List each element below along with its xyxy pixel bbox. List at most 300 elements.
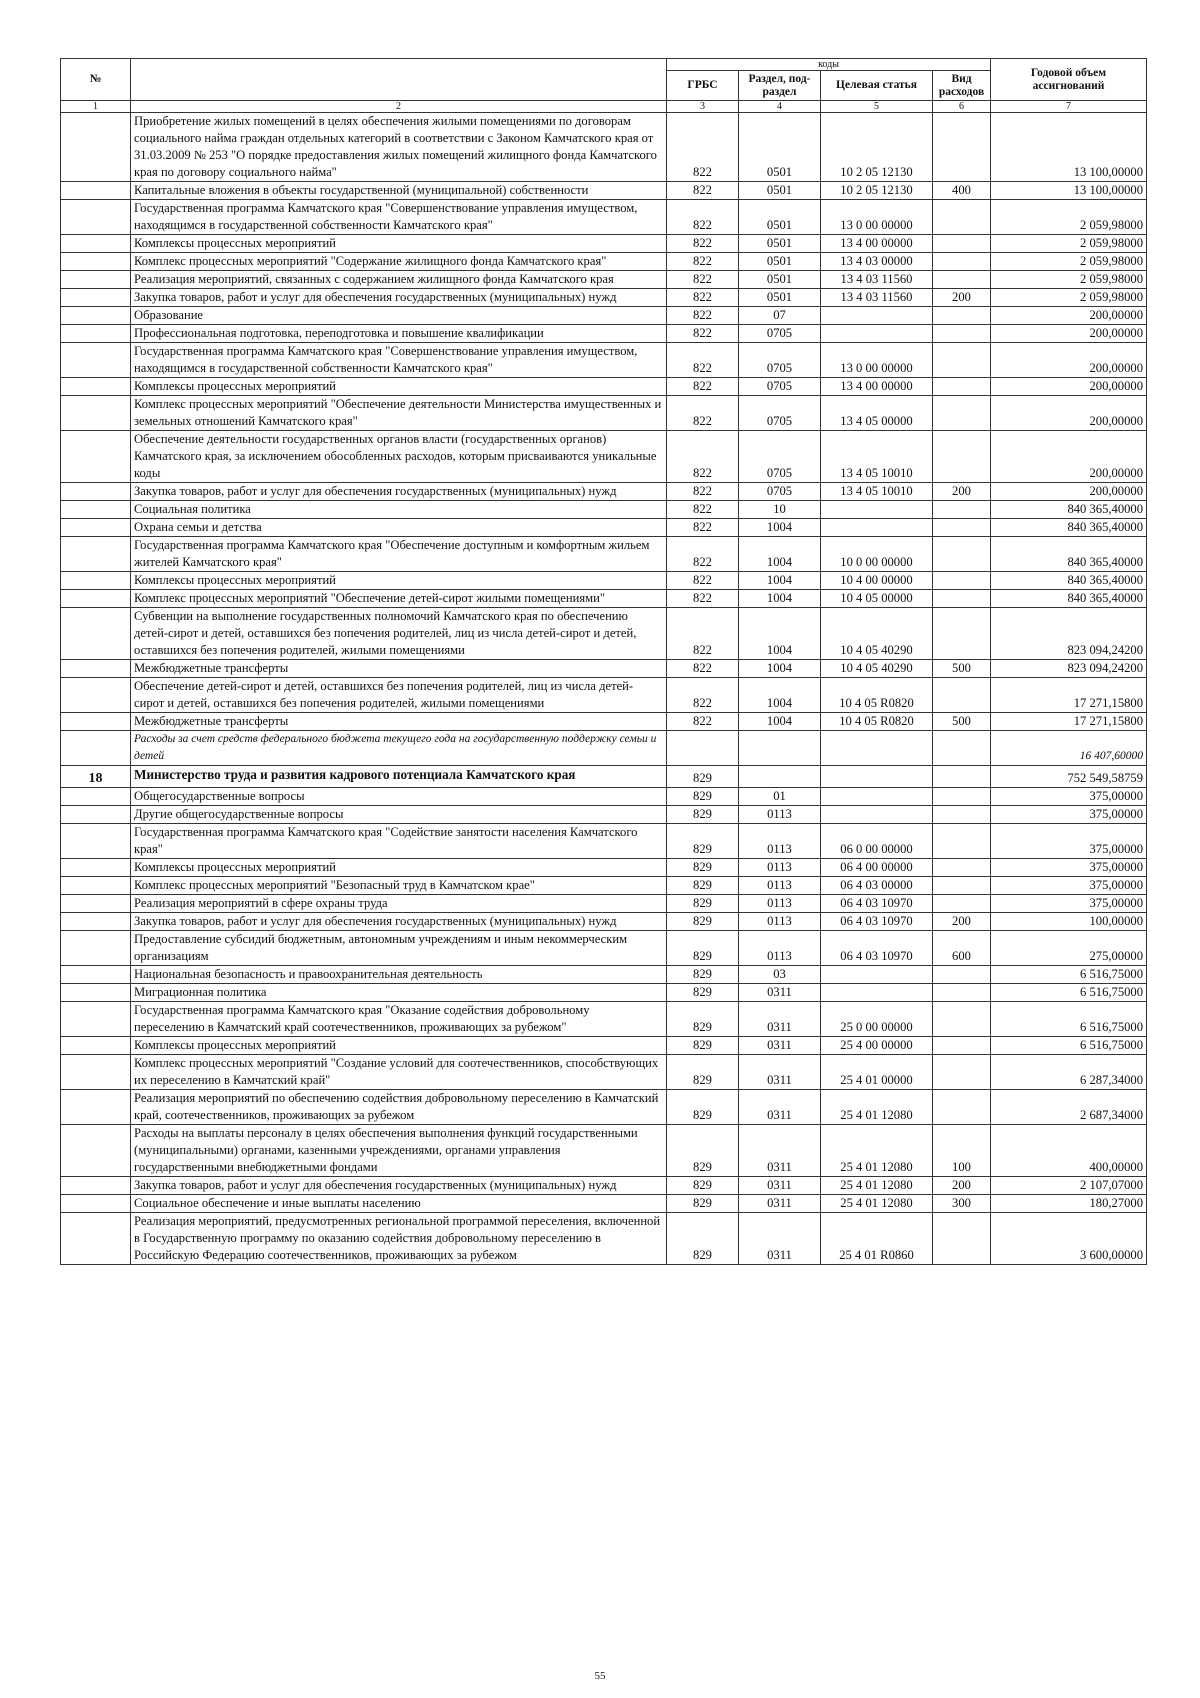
- row-name: Комплекс процессных мероприятий "Содержание жилищного фонда Камчатского края": [131, 253, 667, 271]
- row-number: [61, 519, 131, 537]
- row-razdel: 03: [739, 966, 821, 984]
- row-name: Охрана семьи и детства: [131, 519, 667, 537]
- row-name: Миграционная политика: [131, 984, 667, 1002]
- row-number: [61, 788, 131, 806]
- row-grbs: 822: [667, 501, 739, 519]
- row-target-article: 13 4 03 00000: [821, 253, 933, 271]
- table-row: [61, 519, 1147, 537]
- row-target-article: 13 4 05 00000: [821, 396, 933, 431]
- row-name: Комплексы процессных мероприятий: [131, 235, 667, 253]
- header-row-top: [61, 59, 1147, 71]
- row-grbs: 829: [667, 1125, 739, 1177]
- row-name: Комплексы процессных мероприятий: [131, 378, 667, 396]
- row-razdel: 0705: [739, 343, 821, 378]
- row-razdel: 0501: [739, 200, 821, 235]
- row-amount: 840 365,40000: [991, 501, 1147, 519]
- row-target-article: 10 4 05 40290: [821, 608, 933, 660]
- row-name: Приобретение жилых помещений в целях обеспечения жилыми помещениями по договорам социального найма граждан отдельных категорий в соответствии с Законом Камчатского края от 31.03.2009 № 253 "О порядке предоставления жилых помещений жилищного фонда Камчатского края по договору социального найма": [131, 113, 667, 182]
- table-row: [61, 1055, 1147, 1090]
- row-target-article: 25 4 01 R0860: [821, 1213, 933, 1265]
- row-expense-type: [933, 307, 991, 325]
- row-amount: 823 094,24200: [991, 608, 1147, 660]
- row-grbs: 822: [667, 431, 739, 483]
- table-row: [61, 572, 1147, 590]
- row-amount: 2 059,98000: [991, 253, 1147, 271]
- row-expense-type: [933, 859, 991, 877]
- table-row: [61, 788, 1147, 806]
- table-row: [61, 483, 1147, 501]
- row-target-article: 10 4 00 00000: [821, 572, 933, 590]
- index-cell: 3: [667, 101, 739, 113]
- row-expense-type: [933, 572, 991, 590]
- row-target-article: [821, 501, 933, 519]
- table-row: [61, 1002, 1147, 1037]
- row-name: Обеспечение деятельности государственных органов власти (государственных органов) Камчатского края, за исключением обособленных расходов, которым присваиваются уникальные коды: [131, 431, 667, 483]
- row-number: [61, 572, 131, 590]
- row-name: Комплекс процессных мероприятий "Создание условий для соотечественников, способствующих их переселению в Камчатский край": [131, 1055, 667, 1090]
- row-target-article: [821, 788, 933, 806]
- table-row: [61, 235, 1147, 253]
- row-amount: 840 365,40000: [991, 537, 1147, 572]
- row-expense-type: [933, 806, 991, 824]
- row-number: [61, 431, 131, 483]
- row-name: Социальное обеспечение и иные выплаты населению: [131, 1195, 667, 1213]
- row-grbs: 829: [667, 895, 739, 913]
- row-number: [61, 877, 131, 895]
- row-razdel: 0311: [739, 1125, 821, 1177]
- row-razdel: 0705: [739, 396, 821, 431]
- row-razdel: 0311: [739, 984, 821, 1002]
- table-row: [61, 1177, 1147, 1195]
- row-target-article: 06 4 00 00000: [821, 859, 933, 877]
- row-expense-type: [933, 788, 991, 806]
- row-amount: 823 094,24200: [991, 660, 1147, 678]
- row-expense-type: 300: [933, 1195, 991, 1213]
- row-amount: 200,00000: [991, 378, 1147, 396]
- row-grbs: 822: [667, 343, 739, 378]
- table-row: [61, 1125, 1147, 1177]
- row-amount: 13 100,00000: [991, 113, 1147, 182]
- table-row: [61, 271, 1147, 289]
- row-grbs: 829: [667, 984, 739, 1002]
- row-grbs: 822: [667, 307, 739, 325]
- row-razdel: 0705: [739, 431, 821, 483]
- row-amount: 2 059,98000: [991, 200, 1147, 235]
- row-amount: 400,00000: [991, 1125, 1147, 1177]
- row-razdel: 0501: [739, 182, 821, 200]
- header-no: №: [61, 59, 131, 101]
- row-name: Закупка товаров, работ и услуг для обеспечения государственных (муниципальных) нужд: [131, 483, 667, 501]
- row-expense-type: [933, 1213, 991, 1265]
- row-number: [61, 1125, 131, 1177]
- row-number: [61, 182, 131, 200]
- row-name: Закупка товаров, работ и услуг для обеспечения государственных (муниципальных) нужд: [131, 913, 667, 931]
- row-number: [61, 895, 131, 913]
- row-number: [61, 378, 131, 396]
- table-row: [61, 913, 1147, 931]
- row-amount: 2 687,34000: [991, 1090, 1147, 1125]
- row-expense-type: [933, 396, 991, 431]
- row-name: Реализация мероприятий по обеспечению содействия добровольному переселению в Камчатский край, соотечественников, проживающих за рубежом: [131, 1090, 667, 1125]
- row-razdel: 0311: [739, 1055, 821, 1090]
- row-amount: 6 516,75000: [991, 1037, 1147, 1055]
- row-razdel: 0113: [739, 806, 821, 824]
- table-row: [61, 113, 1147, 182]
- table-row: [61, 200, 1147, 235]
- row-razdel: 1004: [739, 713, 821, 731]
- row-target-article: 10 4 05 R0820: [821, 678, 933, 713]
- row-target-article: 06 4 03 00000: [821, 877, 933, 895]
- table-row: [61, 501, 1147, 519]
- row-grbs: 829: [667, 824, 739, 859]
- row-grbs: 822: [667, 325, 739, 343]
- row-number: [61, 1213, 131, 1265]
- row-razdel: 01: [739, 788, 821, 806]
- row-amount: 200,00000: [991, 325, 1147, 343]
- row-grbs: 822: [667, 519, 739, 537]
- row-grbs: 829: [667, 1055, 739, 1090]
- row-target-article: 13 4 00 00000: [821, 235, 933, 253]
- row-target-article: 10 4 05 00000: [821, 590, 933, 608]
- row-target-article: [821, 731, 933, 766]
- row-target-article: 10 0 00 00000: [821, 537, 933, 572]
- row-target-article: 25 4 01 00000: [821, 1055, 933, 1090]
- row-amount: 2 107,07000: [991, 1177, 1147, 1195]
- row-number: [61, 966, 131, 984]
- row-razdel: [739, 766, 821, 788]
- row-razdel: 0311: [739, 1195, 821, 1213]
- row-amount: 375,00000: [991, 859, 1147, 877]
- row-name: Комплексы процессных мероприятий: [131, 859, 667, 877]
- row-razdel: 0311: [739, 1037, 821, 1055]
- row-target-article: 13 4 03 11560: [821, 289, 933, 307]
- row-razdel: 0311: [739, 1213, 821, 1265]
- row-target-article: [821, 325, 933, 343]
- row-expense-type: [933, 343, 991, 378]
- row-name: Образование: [131, 307, 667, 325]
- row-razdel: 10: [739, 501, 821, 519]
- row-number: [61, 343, 131, 378]
- row-expense-type: 200: [933, 289, 991, 307]
- row-grbs: [667, 731, 739, 766]
- row-name: Межбюджетные трансферты: [131, 660, 667, 678]
- row-grbs: 822: [667, 678, 739, 713]
- table-row: [61, 325, 1147, 343]
- row-expense-type: [933, 966, 991, 984]
- index-cell: 4: [739, 101, 821, 113]
- row-expense-type: 200: [933, 1177, 991, 1195]
- row-razdel: 0705: [739, 378, 821, 396]
- row-name: Национальная безопасность и правоохранительная деятельность: [131, 966, 667, 984]
- row-razdel: 1004: [739, 608, 821, 660]
- row-number: [61, 113, 131, 182]
- row-grbs: 829: [667, 1002, 739, 1037]
- row-expense-type: [933, 678, 991, 713]
- row-razdel: 0501: [739, 113, 821, 182]
- table-row: [61, 766, 1147, 788]
- row-number: [61, 660, 131, 678]
- row-target-article: 13 4 05 10010: [821, 483, 933, 501]
- row-grbs: 822: [667, 289, 739, 307]
- row-target-article: 13 4 03 11560: [821, 271, 933, 289]
- row-grbs: 822: [667, 713, 739, 731]
- row-razdel: 0311: [739, 1177, 821, 1195]
- row-amount: 6 516,75000: [991, 984, 1147, 1002]
- header-target: Целевая статья: [821, 71, 933, 101]
- row-amount: 180,27000: [991, 1195, 1147, 1213]
- row-razdel: 0311: [739, 1002, 821, 1037]
- row-razdel: 0113: [739, 913, 821, 931]
- table-row: [61, 431, 1147, 483]
- table-row: [61, 895, 1147, 913]
- row-number: [61, 1177, 131, 1195]
- row-grbs: 829: [667, 913, 739, 931]
- row-amount: 375,00000: [991, 824, 1147, 859]
- table-row: [61, 396, 1147, 431]
- row-expense-type: [933, 235, 991, 253]
- header-codes: коды: [667, 59, 991, 71]
- table-body: [61, 113, 1147, 1265]
- row-name: Закупка товаров, работ и услуг для обеспечения государственных (муниципальных) нужд: [131, 1177, 667, 1195]
- row-number: [61, 396, 131, 431]
- row-target-article: 10 4 05 R0820: [821, 713, 933, 731]
- row-number: [61, 859, 131, 877]
- table-row: [61, 343, 1147, 378]
- row-expense-type: 400: [933, 182, 991, 200]
- row-razdel: 0311: [739, 1090, 821, 1125]
- row-amount: 200,00000: [991, 343, 1147, 378]
- row-expense-type: [933, 824, 991, 859]
- row-razdel: 1004: [739, 678, 821, 713]
- row-amount: 840 365,40000: [991, 572, 1147, 590]
- row-amount: 13 100,00000: [991, 182, 1147, 200]
- row-grbs: 822: [667, 660, 739, 678]
- table-row: [61, 678, 1147, 713]
- row-grbs: 822: [667, 483, 739, 501]
- row-expense-type: [933, 537, 991, 572]
- budget-table-sheet: [60, 58, 1146, 1265]
- row-number: 18: [61, 766, 131, 788]
- row-razdel: 07: [739, 307, 821, 325]
- row-name: Социальная политика: [131, 501, 667, 519]
- header-index-row: [61, 101, 1147, 113]
- row-number: [61, 984, 131, 1002]
- index-cell: 5: [821, 101, 933, 113]
- row-amount: 3 600,00000: [991, 1213, 1147, 1265]
- row-name: Комплексы процессных мероприятий: [131, 1037, 667, 1055]
- row-name: Государственная программа Камчатского края "Содействие занятости населения Камчатского края": [131, 824, 667, 859]
- row-expense-type: 500: [933, 660, 991, 678]
- row-grbs: 829: [667, 1177, 739, 1195]
- row-expense-type: 100: [933, 1125, 991, 1177]
- row-expense-type: [933, 590, 991, 608]
- table-row: [61, 824, 1147, 859]
- row-target-article: [821, 307, 933, 325]
- row-expense-type: [933, 271, 991, 289]
- table-row: [61, 590, 1147, 608]
- table-row: [61, 984, 1147, 1002]
- row-razdel: 1004: [739, 660, 821, 678]
- row-grbs: 822: [667, 378, 739, 396]
- row-name: Комплекс процессных мероприятий "Обеспечение деятельности Министерства имущественных и земельных отношений Камчатского края": [131, 396, 667, 431]
- row-name: Комплексы процессных мероприятий: [131, 572, 667, 590]
- row-expense-type: [933, 113, 991, 182]
- row-amount: 200,00000: [991, 396, 1147, 431]
- row-amount: 17 271,15800: [991, 713, 1147, 731]
- table-row: [61, 253, 1147, 271]
- row-number: [61, 806, 131, 824]
- row-number: [61, 483, 131, 501]
- row-grbs: 822: [667, 253, 739, 271]
- table-row: [61, 289, 1147, 307]
- table-row: [61, 307, 1147, 325]
- table-row: [61, 182, 1147, 200]
- row-grbs: 829: [667, 1195, 739, 1213]
- row-grbs: 829: [667, 966, 739, 984]
- row-grbs: 829: [667, 1090, 739, 1125]
- row-target-article: [821, 966, 933, 984]
- row-name: Обеспечение детей-сирот и детей, оставшихся без попечения родителей, лиц из числа детей-сирот и детей, оставшихся без попечения родителей, жилыми помещениями: [131, 678, 667, 713]
- row-expense-type: [933, 877, 991, 895]
- row-razdel: 0501: [739, 235, 821, 253]
- header-sum: Годовой объем ассигнований: [991, 59, 1147, 101]
- row-expense-type: [933, 1037, 991, 1055]
- row-name: Межбюджетные трансферты: [131, 713, 667, 731]
- table-row: [61, 1195, 1147, 1213]
- row-amount: 375,00000: [991, 788, 1147, 806]
- row-amount: 200,00000: [991, 307, 1147, 325]
- row-amount: 375,00000: [991, 806, 1147, 824]
- table-row: [61, 537, 1147, 572]
- row-expense-type: 200: [933, 913, 991, 931]
- row-number: [61, 1002, 131, 1037]
- row-name: Комплекс процессных мероприятий "Безопасный труд в Камчатском крае": [131, 877, 667, 895]
- row-amount: 100,00000: [991, 913, 1147, 931]
- index-cell: 2: [131, 101, 667, 113]
- row-name: Профессиональная подготовка, переподготовка и повышение квалификации: [131, 325, 667, 343]
- header-expense-type: Вид расходов: [933, 71, 991, 101]
- row-name: Расходы на выплаты персоналу в целях обеспечения выполнения функций государственными (муниципальными) органами, казенными учреждениями, органами управления государственными внебюджетными фондами: [131, 1125, 667, 1177]
- row-amount: 17 271,15800: [991, 678, 1147, 713]
- row-target-article: 10 4 05 40290: [821, 660, 933, 678]
- header-razdel: Раздел, под-раздел: [739, 71, 821, 101]
- row-expense-type: [933, 325, 991, 343]
- budget-table: [60, 58, 1147, 1265]
- row-expense-type: [933, 984, 991, 1002]
- row-number: [61, 1195, 131, 1213]
- row-amount: 2 059,98000: [991, 235, 1147, 253]
- row-razdel: 0113: [739, 859, 821, 877]
- row-number: [61, 1055, 131, 1090]
- row-name: Закупка товаров, работ и услуг для обеспечения государственных (муниципальных) нужд: [131, 289, 667, 307]
- row-razdel: 0113: [739, 824, 821, 859]
- row-target-article: [821, 806, 933, 824]
- row-number: [61, 235, 131, 253]
- row-razdel: 1004: [739, 519, 821, 537]
- row-grbs: 822: [667, 271, 739, 289]
- row-target-article: 13 0 00 00000: [821, 200, 933, 235]
- index-cell: 7: [991, 101, 1147, 113]
- row-amount: 200,00000: [991, 483, 1147, 501]
- table-row: [61, 877, 1147, 895]
- row-razdel: 1004: [739, 572, 821, 590]
- row-target-article: 25 4 01 12080: [821, 1177, 933, 1195]
- row-number: [61, 590, 131, 608]
- row-razdel: 0113: [739, 877, 821, 895]
- row-grbs: 829: [667, 788, 739, 806]
- row-target-article: 10 2 05 12130: [821, 182, 933, 200]
- row-name: Капитальные вложения в объекты государственной (муниципальной) собственности: [131, 182, 667, 200]
- row-grbs: 822: [667, 235, 739, 253]
- row-amount: 275,00000: [991, 931, 1147, 966]
- row-razdel: 0705: [739, 483, 821, 501]
- row-target-article: 25 4 01 12080: [821, 1090, 933, 1125]
- table-row: [61, 1090, 1147, 1125]
- row-razdel: 1004: [739, 590, 821, 608]
- row-razdel: 0501: [739, 271, 821, 289]
- row-name: Другие общегосударственные вопросы: [131, 806, 667, 824]
- row-expense-type: 600: [933, 931, 991, 966]
- row-razdel: 0501: [739, 289, 821, 307]
- row-grbs: 829: [667, 877, 739, 895]
- row-razdel: 1004: [739, 537, 821, 572]
- row-name: Реализация мероприятий в сфере охраны труда: [131, 895, 667, 913]
- row-target-article: 13 4 00 00000: [821, 378, 933, 396]
- row-name: Министерство труда и развития кадрового потенциала Камчатского края: [131, 766, 667, 788]
- row-amount: 2 059,98000: [991, 271, 1147, 289]
- row-grbs: 822: [667, 182, 739, 200]
- row-grbs: 822: [667, 572, 739, 590]
- row-grbs: 822: [667, 590, 739, 608]
- table-row: [61, 660, 1147, 678]
- row-number: [61, 678, 131, 713]
- row-amount: 375,00000: [991, 877, 1147, 895]
- row-grbs: 829: [667, 1213, 739, 1265]
- row-target-article: 06 4 03 10970: [821, 895, 933, 913]
- table-row: [61, 608, 1147, 660]
- row-expense-type: 200: [933, 483, 991, 501]
- row-grbs: 822: [667, 396, 739, 431]
- row-number: [61, 271, 131, 289]
- table-row: [61, 806, 1147, 824]
- row-target-article: 13 0 00 00000: [821, 343, 933, 378]
- row-name: Общегосударственные вопросы: [131, 788, 667, 806]
- row-number: [61, 537, 131, 572]
- row-name: Государственная программа Камчатского края "Совершенствование управления имуществом, находящимся в государственной собственности Камчатского края": [131, 200, 667, 235]
- row-target-article: 25 4 01 12080: [821, 1195, 933, 1213]
- row-target-article: [821, 984, 933, 1002]
- row-name: Реализация мероприятий, предусмотренных региональной программой переселения, включенной в Государственную программу по оказанию содействия добровольному переселению в Российскую Федерацию соотечественников, проживающих за рубежом: [131, 1213, 667, 1265]
- table-row: [61, 859, 1147, 877]
- row-name: Субвенции на выполнение государственных полномочий Камчатского края по обеспечению детей-сирот и детей, оставшихся без попечения родителей, лиц из числа детей-сирот и детей, оставшихся без попечения родителей, жилыми помещениями: [131, 608, 667, 660]
- row-amount: 200,00000: [991, 431, 1147, 483]
- row-amount: 840 365,40000: [991, 519, 1147, 537]
- row-grbs: 822: [667, 608, 739, 660]
- row-razdel: 0113: [739, 931, 821, 966]
- row-grbs: 822: [667, 200, 739, 235]
- row-target-article: 13 4 05 10010: [821, 431, 933, 483]
- table-row: [61, 1213, 1147, 1265]
- row-expense-type: [933, 519, 991, 537]
- row-expense-type: [933, 895, 991, 913]
- row-grbs: 829: [667, 859, 739, 877]
- row-expense-type: [933, 431, 991, 483]
- row-number: [61, 931, 131, 966]
- row-razdel: 0113: [739, 895, 821, 913]
- row-number: [61, 1090, 131, 1125]
- row-number: [61, 325, 131, 343]
- row-name: Комплекс процессных мероприятий "Обеспечение детей-сирот жилыми помещениями": [131, 590, 667, 608]
